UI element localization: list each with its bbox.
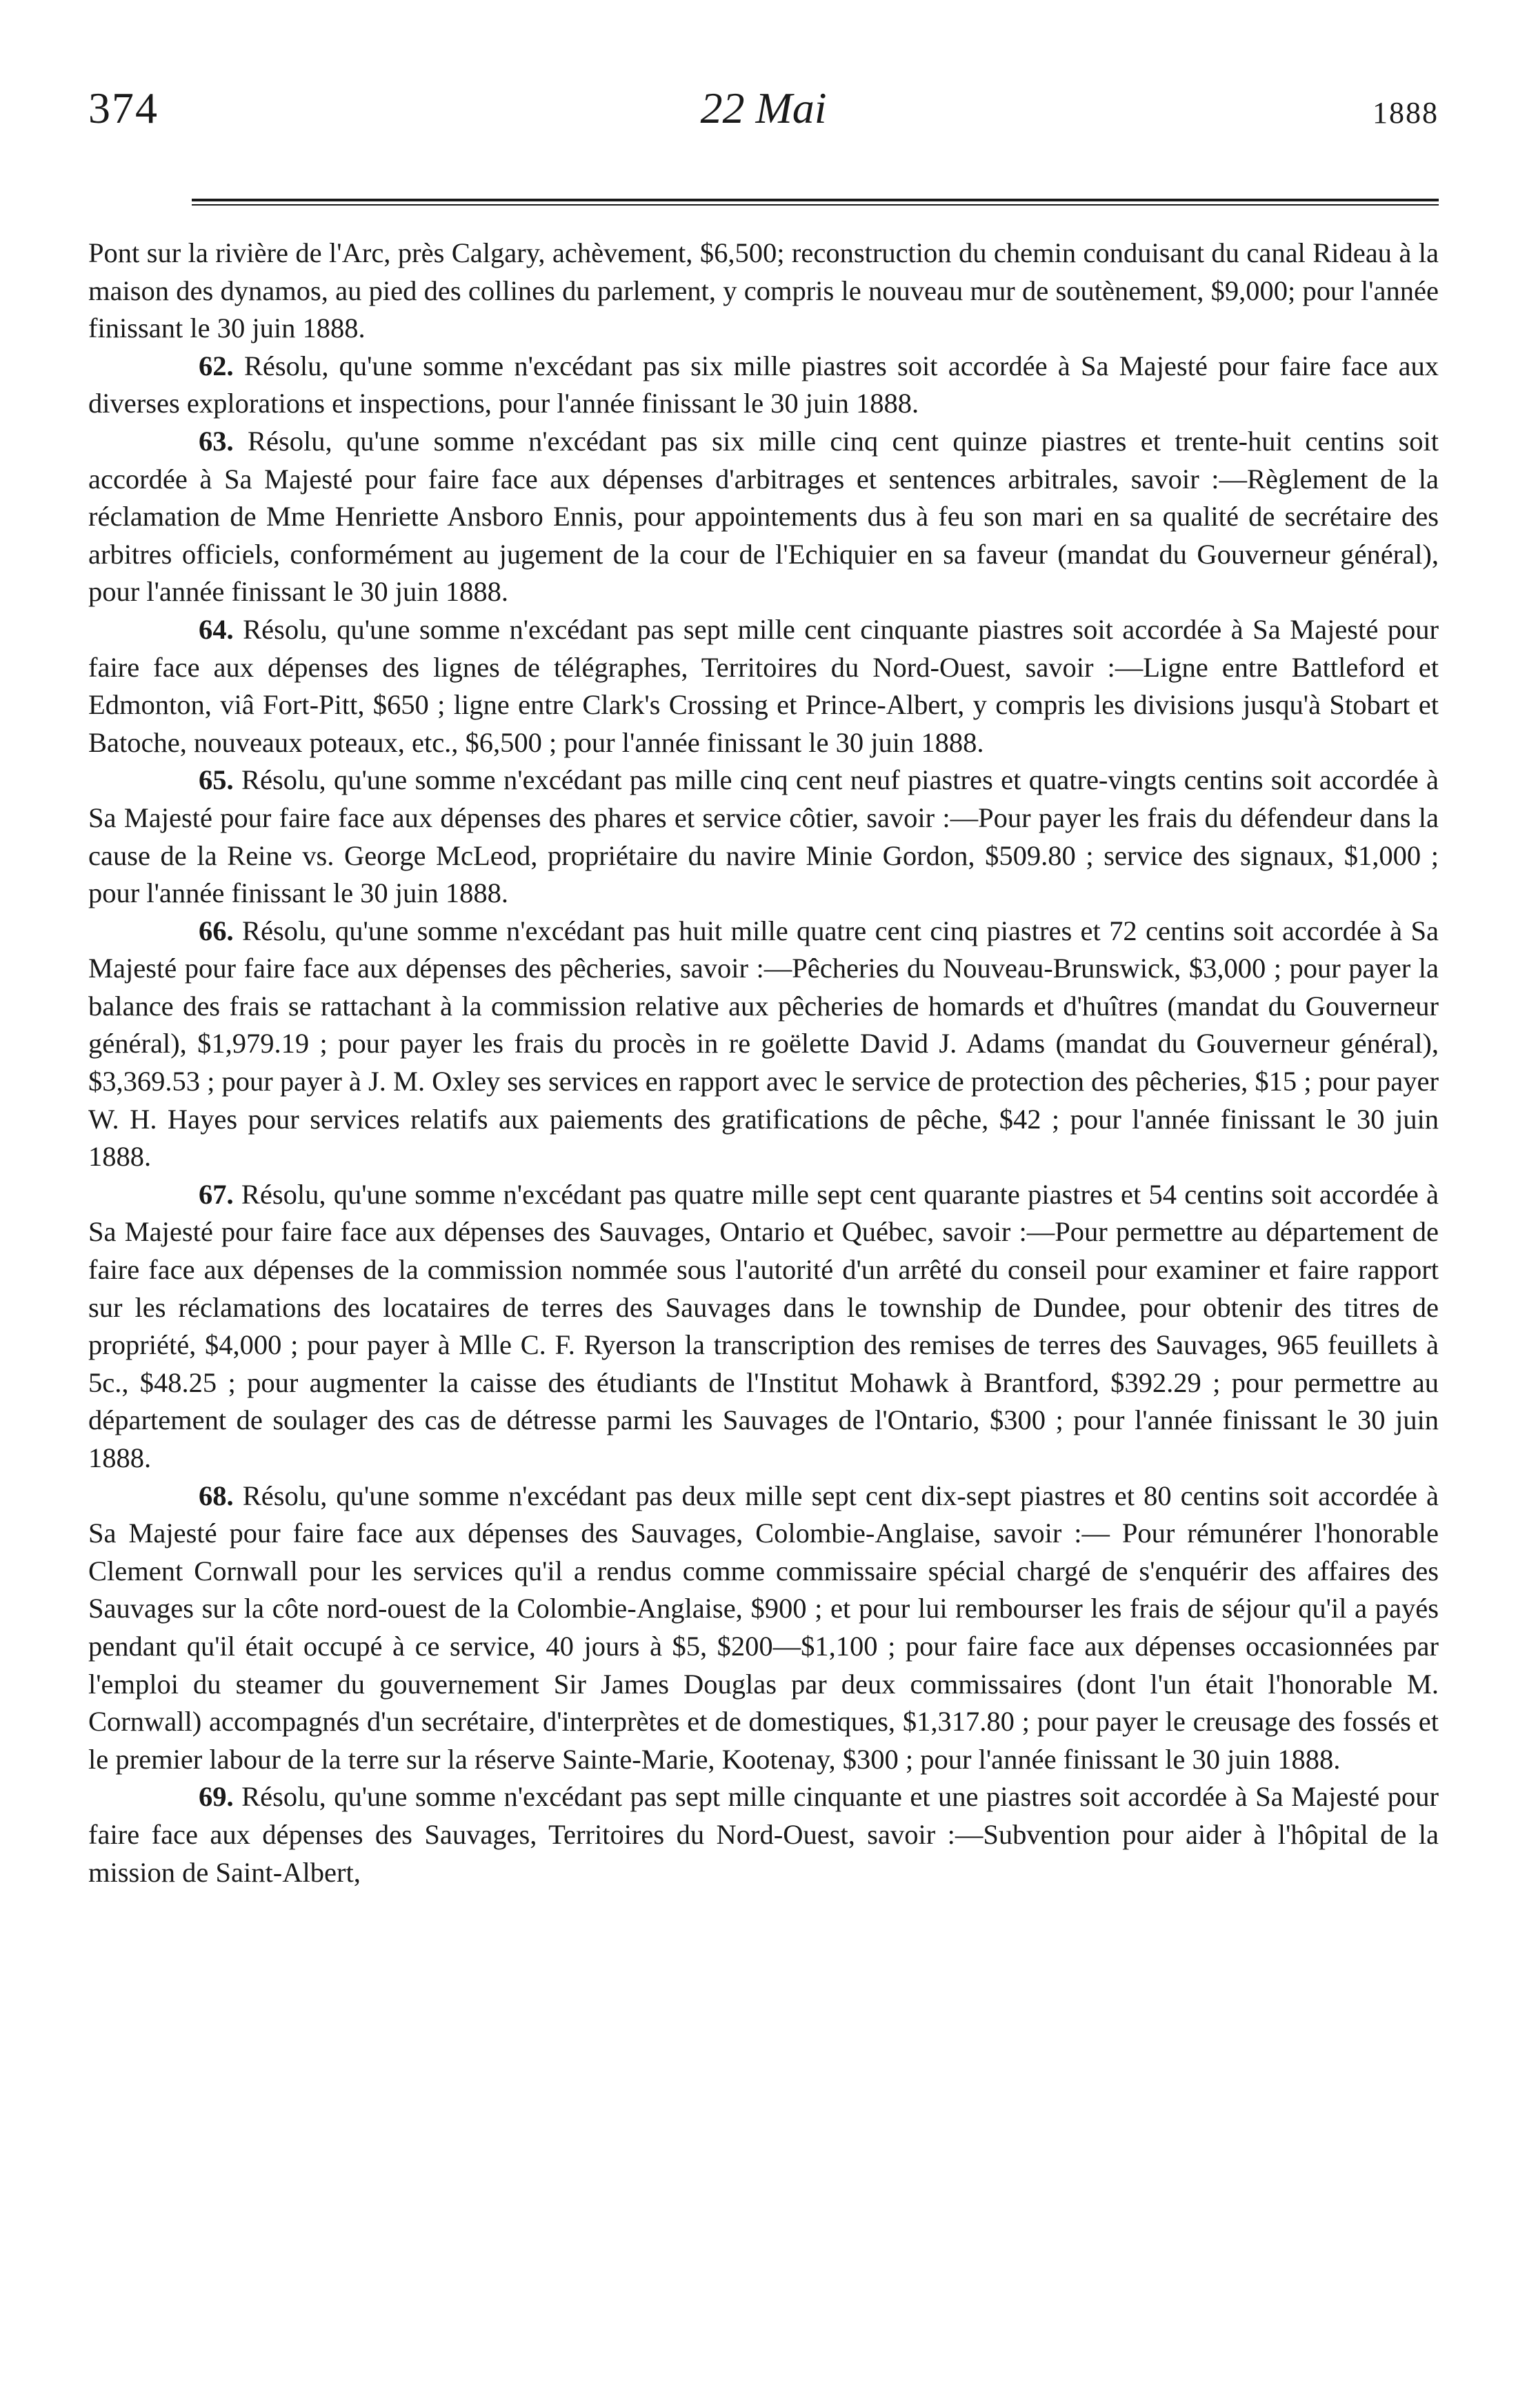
resolution-number: 66.: [199, 915, 234, 946]
resolution-63: [88, 423, 1439, 611]
paragraph-text: Résolu, qu'une somme n'excédant pas deux mille sept cent dix-sept piastres et 80 centins soit accordée à Sa Majesté pour faire face aux dépenses des Sauvages, Colombie-Anglaise, savoir :— Pour rémunérer l'honorable Clement Cornwall pour les services qu'il a rendus comme commissaire spécial chargé de s'enquérir des affaires des Sauvages sur la côte nord-ouest de la Colombie-Anglaise, $900 ; et pour lui rembourser les frais de séjour qu'il a payés pendant qu'il était occupé à ce service, 40 jours à $5, $200—$1,100 ; pour faire face aux dépenses occasionnées par l'emploi du steamer du gouvernement Sir James Douglas par deux commissaires (dont l'un était l'honorable M. Cornwall) accompagnés d'un secrétaire, d'interprètes et de domestiques, $1,317.80 ; pour payer le creusage des fossés et le premier labour de la terre sur la réserve Sainte-Marie, Kootenay, $300 ; pour l'année finissant le 30 juin 1888.: [88, 1480, 1439, 1775]
page: [88, 76, 1439, 1891]
resolution-62: [88, 348, 1439, 423]
paragraph-text: Pont sur la rivière de l'Arc, près Calgary, achèvement, $6,500; reconstruction du chemin conduisant du canal Rideau à la maison des dynamos, au pied des collines du parlement, y compris le nouveau mur de soutènement, $9,000; pour l'année finissant le 30 juin 1888.: [88, 237, 1439, 344]
resolution-number: 64.: [199, 613, 234, 645]
resolution-69: [88, 1778, 1439, 1891]
resolution-number: 63.: [199, 425, 234, 457]
paragraph-text: Résolu, qu'une somme n'excédant pas quatre mille sept cent quarante piastres et 54 centins soit accordée à Sa Majesté pour faire face aux dépenses des Sauvages, Ontario et Québec, savoir :—Pour permettre au département de faire face aux dépenses de la commission nommée sous l'autorité d'un arrêté du conseil pour examiner et faire rapport sur les réclamations des locataires de terres des Sauvages dans le township de Dundee, pour obtenir des titres de propriété, $4,000 ; pour payer à Mlle C. F. Ryerson la transcription des remises de terres des Sauvages, 965 feuillets à 5c., $48.25 ; pour augmenter la caisse des étudiants de l'Institut Mohawk à Brantford, $392.29 ; pour permettre au département de soulager des cas de détresse parmi les Sauvages de l'Ontario, $300 ; pour l'année finissant le 30 juin 1888.: [88, 1178, 1439, 1473]
running-header-year: 1888: [1373, 96, 1439, 130]
paragraph-text: Résolu, qu'une somme n'excédant pas six mille cinq cent quinze piastres et trente-huit centins soit accordée à Sa Majesté pour faire face aux dépenses d'arbitrages et sentences arbitrales, savoir :—Règlement de la réclamation de Mme Henriette Ansboro Ennis, pour appointements dus à feu son mari en sa qualité de secrétaire des arbitres officiels, conformément au jugement de la cour de l'Echiquier en sa faveur (mandat du Gouverneur général), pour l'année finissant le 30 juin 1888.: [88, 425, 1439, 608]
resolution-67: [88, 1176, 1439, 1477]
resolution-number: 69.: [199, 1781, 234, 1813]
page-number: 374: [88, 83, 159, 132]
resolution-68: [88, 1477, 1439, 1779]
paragraph-text: Résolu, qu'une somme n'excédant pas sept mille cinquante et une piastres soit accordée à Sa Majesté pour faire face aux dépenses des Sauvages, Territoires du Nord-Ouest, savoir :—Subvention pour aider à l'hôpital de la mission de Saint-Albert,: [88, 1781, 1439, 1888]
resolution-number: 68.: [199, 1480, 234, 1511]
page-header: [88, 76, 1439, 145]
running-header-date: 22 Mai: [700, 83, 827, 132]
resolution-65: [88, 762, 1439, 912]
resolution-number: 65.: [199, 764, 234, 796]
resolution-64: [88, 611, 1439, 762]
paragraph-text: Résolu, qu'une somme n'excédant pas mille cinq cent neuf piastres et quatre-vingts centins soit accordée à Sa Majesté pour faire face aux dépenses des phares et service côtier, savoir :—Pour payer les frais du défendeur dans la cause de la Reine vs. George McLeod, propriétaire du navire Minie Gordon, $509.80 ; service des signaux, $1,000 ; pour l'année finissant le 30 juin 1888.: [88, 764, 1439, 909]
paragraph-continuation: [88, 235, 1439, 348]
paragraph-text: Résolu, qu'une somme n'excédant pas six mille piastres soit accordée à Sa Majesté pour faire face aux diverses explorations et inspections, pour l'année finissant le 30 juin 1888.: [88, 350, 1439, 419]
resolution-number: 62.: [199, 350, 234, 381]
paragraph-text: Résolu, qu'une somme n'excédant pas sept mille cent cinquante piastres soit accordée à Sa Majesté pour faire face aux dépenses des lignes de télégraphes, Territoires du Nord-Ouest, savoir :—Ligne entre Battleford et Edmonton, viâ Fort-Pitt, $650 ; ligne entre Clark's Crossing et Prince-Albert, y compris les divisions jusqu'à Stobart et Batoche, nouveaux poteaux, etc., $6,500 ; pour l'année finissant le 30 juin 1888.: [88, 613, 1439, 758]
header-rule: [192, 199, 1439, 206]
paragraph-text: Résolu, qu'une somme n'excédant pas huit mille quatre cent cinq piastres et 72 centins soit accordée à Sa Majesté pour faire face aux dépenses des pêcheries, savoir :—Pêcheries du Nouveau-Brunswick, $3,000 ; pour payer la balance des frais se rattachant à la commission relative aux pêcheries de homards et d'huîtres (mandat du Gouverneur général), $1,979.19 ; pour payer les frais du procès in re goëlette David J. Adams (mandat du Gouverneur général), $3,369.53 ; pour payer à J. M. Oxley ses services en rapport avec le service de protection des pêcheries, $15 ; pour payer W. H. Hayes pour services relatifs aux paiements des gratifications de pêche, $42 ; pour l'année finissant le 30 juin 1888.: [88, 915, 1439, 1173]
document-body: [88, 235, 1439, 1891]
resolution-number: 67.: [199, 1178, 234, 1210]
resolution-66: [88, 913, 1439, 1176]
